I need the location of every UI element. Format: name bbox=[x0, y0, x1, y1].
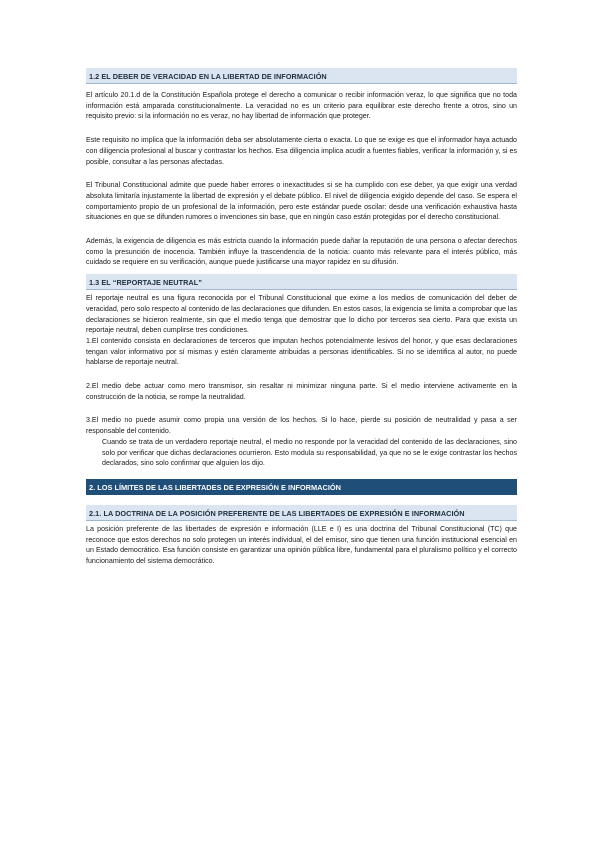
paragraph: La posición preferente de las libertades de expresión e información (LLE e I) es una doctrina del Tribunal Constitucional (TC) que reconoce que estos derechos no solo protegen un interés individual, el del emisor, sino que tienen una función institucional esencial en un Estado democrático. Esa función consiste en garantizar una opinión pública libre, fundamental para el pluralismo político y el correcto funcionamiento del sistema democrático. bbox=[86, 524, 517, 566]
paragraph: Además, la exigencia de diligencia es más estricta cuando la información puede dañar la reputación de una persona o afectar derechos como la presunción de inocencia. También influye la trascendencia de la noticia: cuanto más relevante para el interés público, más cuidado se requiere en su verificación, aunque puede justificarse una mayor rapidez en su difusión. bbox=[86, 237, 517, 267]
section-heading-2: 2. LOS LÍMITES DE LAS LIBERTADES DE EXPRESIÓN E INFORMACIÓN bbox=[86, 479, 517, 495]
paragraph: 2.El medio debe actuar como mero transmisor, sin resaltar ni minimizar ninguna parte. Si el medio interviene activamente en la construcción de la noticia, se rompe la neutralidad. bbox=[86, 382, 517, 401]
paragraph: Este requisito no implica que la información deba ser absolutamente cierta o exacta. Lo que se exige es que el informador haya actuado con diligencia profesional al buscar y contrastar los hechos. Esa diligencia implica acudir a fuentes fiables, verificar la información y, si es posible, consultar a las personas afectadas. bbox=[86, 136, 517, 166]
section-heading-1-3: 1.3 EL “REPORTAJE NEUTRAL” bbox=[86, 274, 517, 290]
paragraph: El Tribunal Constitucional admite que puede haber errores o inexactitudes si se ha cumplido con ese deber, ya que exigir una verdad absoluta limitaría injustamente la libertad de expresión y el debate público. El nivel de diligencia exigido depende del caso. Se espera el comportamiento propio de un profesional de la información, pero este estándar puede oscilar: desde una verificación exhaustiva hasta situaciones en que se difunden rumores o invenciones sin base, que en ningún caso están protegidas por el derecho constitucional. bbox=[86, 181, 517, 222]
paragraph: 1.El contenido consista en declaraciones de terceros que imputan hechos potencialmente lesivos del honor, y que esas declaraciones tengan valor informativo por sí mismas y estén claramente atribuidas a personas identificables. Si no se identifica al autor, no puede hablarse de reportaje neutral. bbox=[86, 336, 517, 367]
paragraph: 3.El medio no puede asumir como propia una versión de los hechos. Si lo hace, pierde su posición de neutralidad y pasa a ser responsable del contenido. bbox=[86, 416, 517, 436]
paragraph-indented: Cuando se trata de un verdadero reportaje neutral, el medio no responde por la veracidad del contenido de las declaraciones, sino solo por verificar que dichas declaraciones ocurrieron. Esto modula su responsabilidad, ya que no se le exige contrastar los hechos declarados, sino solo confirmar que alguien los dijo. bbox=[102, 437, 517, 468]
section-heading-1-2: 1.2 EL DEBER DE VERACIDAD EN LA LIBERTAD DE INFORMACIÓN bbox=[86, 68, 517, 84]
paragraph: El artículo 20.1.d de la Constitución Española protege el derecho a comunicar o recibir información veraz, lo que significa que no toda información está amparada constitucionalmente. La veracidad no es un criterio para equilibrar este derecho frente a otros, sino un requisito previo: si la información no es veraz, no hay libertad de información que proteger. bbox=[86, 91, 517, 121]
paragraph: El reportaje neutral es una figura reconocida por el Tribunal Constitucional que exime a los medios de comunicación del deber de veracidad, pero solo respecto al contenido de las declaraciones que difunden. En estos casos, la exigencia se limita a comprobar que las declaraciones se hicieron realmente, sin que el medio tenga que demostrar que lo dicho por terceros sea cierto. Para que exista un reportaje neutral, deben cumplirse tres condiciones. bbox=[86, 294, 518, 335]
section-heading-2-1: 2.1. LA DOCTRINA DE LA POSICIÓN PREFERENTE DE LAS LIBERTADES DE EXPRESIÓN E INFORMACIÓN bbox=[86, 505, 517, 521]
